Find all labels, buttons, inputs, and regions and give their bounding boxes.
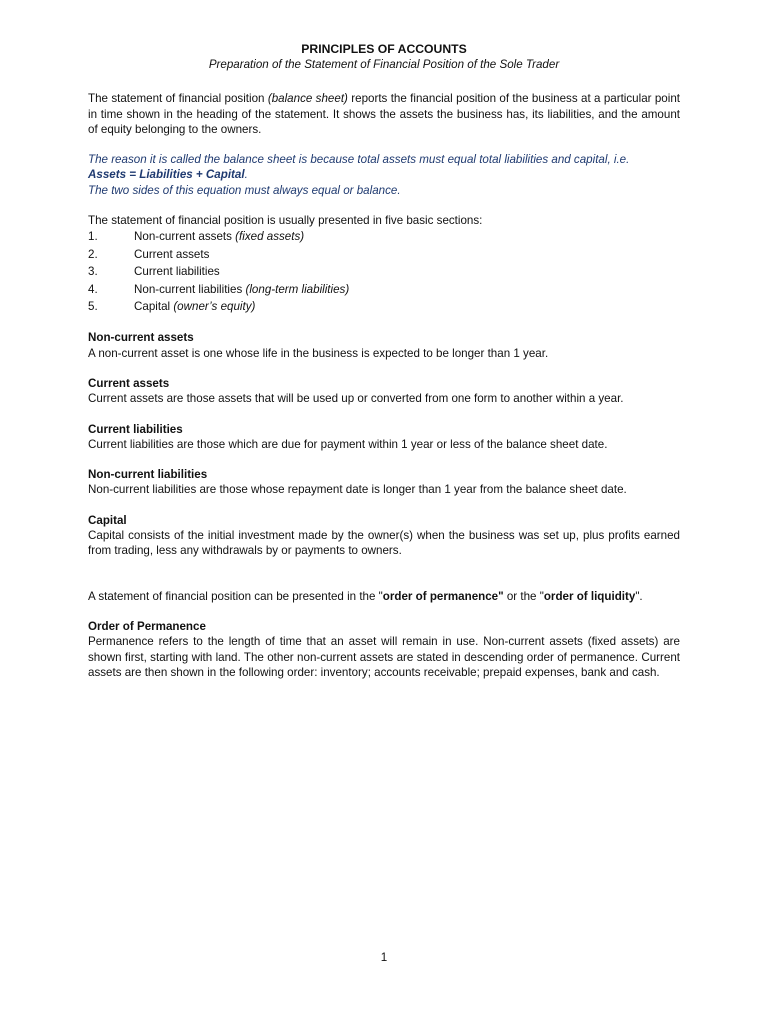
section-label: Non-current liabilities: [134, 282, 246, 296]
permanence-heading: Order of Permanence: [88, 619, 206, 633]
definition-heading: Non-current liabilities: [88, 468, 208, 482]
order-permanence-term: order of permanence": [382, 589, 504, 603]
page-title: PRINCIPLES OF ACCOUNTS: [301, 42, 467, 56]
definition-text: Current assets are those assets that will be used up or converted from one form to another within a year.: [88, 392, 624, 406]
intro-paragraph: [88, 91, 680, 137]
order-paragraph: [88, 589, 680, 604]
section-item: [88, 298, 680, 315]
definition-text: Capital consists of the initial investment made by the owner(s) when the business was set up, plus profits earned from trading, less any withdrawals by or payments to owners.: [88, 529, 680, 558]
page-subtitle: Preparation of the Statement of Financial Position of the Sole Trader: [208, 58, 560, 71]
definition-text: A non-current asset is one whose life in the business is expected to be longer than 1 year.: [88, 346, 549, 360]
page-number: 1: [380, 951, 388, 964]
section-label: Current liabilities: [134, 265, 220, 279]
order-text-2: or the ": [503, 589, 544, 603]
permanence-block: [88, 619, 680, 680]
section-note: (owner’s equity): [173, 300, 256, 313]
balance-paragraph: [88, 152, 680, 198]
intro-text-2: reports the financial position of the business at a particular point in time shown in the heading of the statement. It shows the assets the business has, its liabilities, and the amount of equity belonging to the owners.: [88, 92, 680, 136]
section-item: [88, 281, 680, 298]
intro-text-1: The statement of financial position: [88, 92, 268, 106]
section-item: [88, 246, 680, 263]
section-number: 2.: [88, 247, 98, 261]
order-text-3: ".: [635, 589, 643, 603]
balance-period: .: [244, 168, 248, 182]
section-number: 5.: [88, 300, 98, 313]
order-text-1: A statement of financial position can be presented in the ": [88, 589, 383, 603]
section-number: 3.: [88, 265, 98, 279]
definition-text: Current liabilities are those which are due for payment within 1 year or less of the balance sheet date.: [88, 437, 608, 451]
definition-text: Non-current liabilities are those whose repayment date is longer than 1 year from the balance sheet date.: [88, 483, 627, 497]
section-label: Current assets: [134, 247, 210, 261]
definition-block: [88, 467, 680, 498]
definition-block: [88, 422, 680, 453]
balance-line-2: The two sides of this equation must always equal or balance.: [88, 183, 401, 197]
order-liquidity-term: order of liquidity: [543, 589, 636, 603]
definition-heading: Non-current assets: [88, 331, 194, 345]
section-note: (long-term liabilities): [245, 282, 350, 296]
definition-block: [88, 513, 680, 559]
definition-block: [88, 330, 680, 361]
section-note: (fixed assets): [235, 230, 305, 244]
balance-equation: Assets = Liabilities + Capital: [88, 168, 245, 182]
section-label: Non-current assets: [134, 230, 236, 244]
section-number: 1.: [88, 230, 98, 244]
permanence-text: Permanence refers to the length of time that an asset will remain in use. Non-current assets (fixed assets) are shown first, starting with land. The other non-current assets are stated in descending order of permanence. Current assets are then shown in the following order: inventory; accounts receivable; prepaid expenses, bank and cash.: [88, 635, 680, 679]
sections-list: [88, 228, 680, 315]
section-number: 4.: [88, 282, 98, 296]
definition-block: [88, 376, 680, 407]
balance-line-1: The reason it is called the balance sheet is because total assets must equal total liabilities and capital, i.e.: [88, 153, 630, 167]
intro-emphasis: (balance sheet): [267, 92, 348, 106]
definition-heading: Capital: [88, 513, 127, 527]
definition-heading: Current liabilities: [88, 422, 183, 436]
section-item: [88, 263, 680, 280]
section-label: Capital: [134, 300, 174, 313]
section-item: [88, 228, 680, 245]
definition-heading: Current assets: [88, 377, 170, 390]
sections-intro: The statement of financial position is usually presented in five basic sections:: [88, 214, 483, 228]
